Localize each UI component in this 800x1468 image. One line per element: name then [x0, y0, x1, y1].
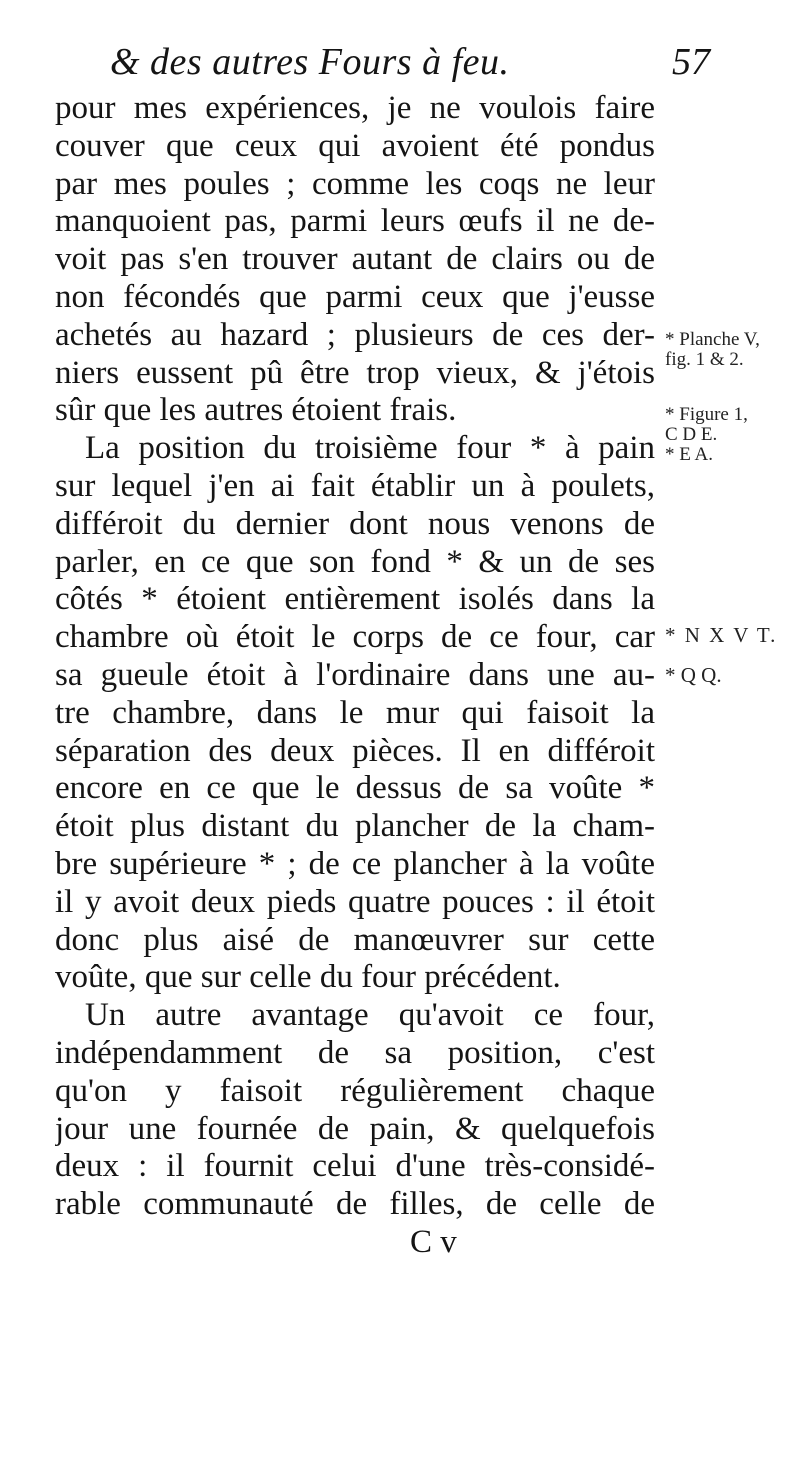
text-line: deux : il fournit celui d'une très-considé-: [55, 1148, 655, 1185]
text-line: chambre où étoit le corps de ce four, car: [55, 619, 655, 656]
text-line: Un autre avantage qu'avoit ce four,: [85, 997, 655, 1034]
text-line: séparation des deux pièces. Il en différoit: [55, 732, 655, 769]
margin-note-line: C D E.: [665, 424, 718, 445]
running-header: [110, 40, 710, 84]
margin-note-figure: [665, 405, 748, 465]
text-line: manquoient pas, parmi leurs œufs il ne de-: [55, 203, 655, 240]
page-number: 57: [672, 41, 710, 83]
text-line: il y avoit deux pieds quatre pouces : il étoit: [55, 883, 655, 920]
text-line: sûr que les autres étoient frais.: [55, 392, 457, 429]
margin-note-plate: [665, 330, 760, 370]
margin-note-vault: * N X V T.: [665, 623, 778, 647]
running-title: & des autres Fours à feu.: [110, 41, 510, 83]
text-line: rable communauté de filles, de celle de: [55, 1186, 655, 1223]
margin-note-floor: * Q Q.: [665, 663, 722, 687]
text-line: tre chambre, dans le mur qui faisoit la: [55, 694, 655, 731]
text-line: La position du troisième four * à pain: [85, 430, 655, 467]
text-line: pour mes expériences, je ne voulois faire: [55, 90, 655, 126]
text-line: jour une fournée de pain, & quelquefois: [55, 1110, 655, 1147]
text-line: donc plus aisé de manœuvrer sur cette: [55, 921, 655, 958]
text-line: voit pas s'en trouver autant de clairs ou de: [55, 241, 655, 278]
text-line: non fécondés que parmi ceux que j'eusse: [55, 278, 655, 315]
margin-note-line: * E A.: [665, 444, 714, 465]
text-line: indépendamment de sa position, c'est: [55, 1034, 655, 1071]
margin-note-line: fig. 1 & 2.: [665, 349, 744, 370]
margin-note-line: * Planche V,: [665, 329, 760, 350]
body-text: [55, 90, 655, 1262]
text-line: côtés * étoient entièrement isolés dans la: [55, 581, 655, 618]
text-line: couver que ceux qui avoient été pondus: [55, 127, 655, 164]
text-line: niers eussent pû être trop vieux, & j'étois: [55, 354, 655, 391]
text-line: différoit du dernier dont nous venons de: [55, 505, 655, 542]
text-line: parler, en ce que son fond * & un de ses: [55, 543, 655, 580]
margin-note-line: * Figure 1,: [665, 404, 748, 425]
text-line: achetés au hazard ; plusieurs de ces der-: [55, 316, 655, 353]
text-line: étoit plus distant du plancher de la cham-: [55, 808, 655, 845]
signature-mark: C v: [410, 1223, 457, 1260]
text-line: bre supérieure * ; de ce plancher à la voûte: [55, 845, 655, 882]
text-line: par mes poules ; comme les coqs ne leur: [55, 165, 655, 202]
text-line: encore en ce que le dessus de sa voûte *: [55, 770, 655, 807]
text-line: sa gueule étoit à l'ordinaire dans une au-: [55, 656, 655, 693]
text-line: voûte, que sur celle du four précédent.: [55, 959, 561, 996]
text-line: sur lequel j'en ai fait établir un à poulets,: [55, 467, 655, 504]
text-line: qu'on y faisoit régulièrement chaque: [55, 1072, 655, 1109]
